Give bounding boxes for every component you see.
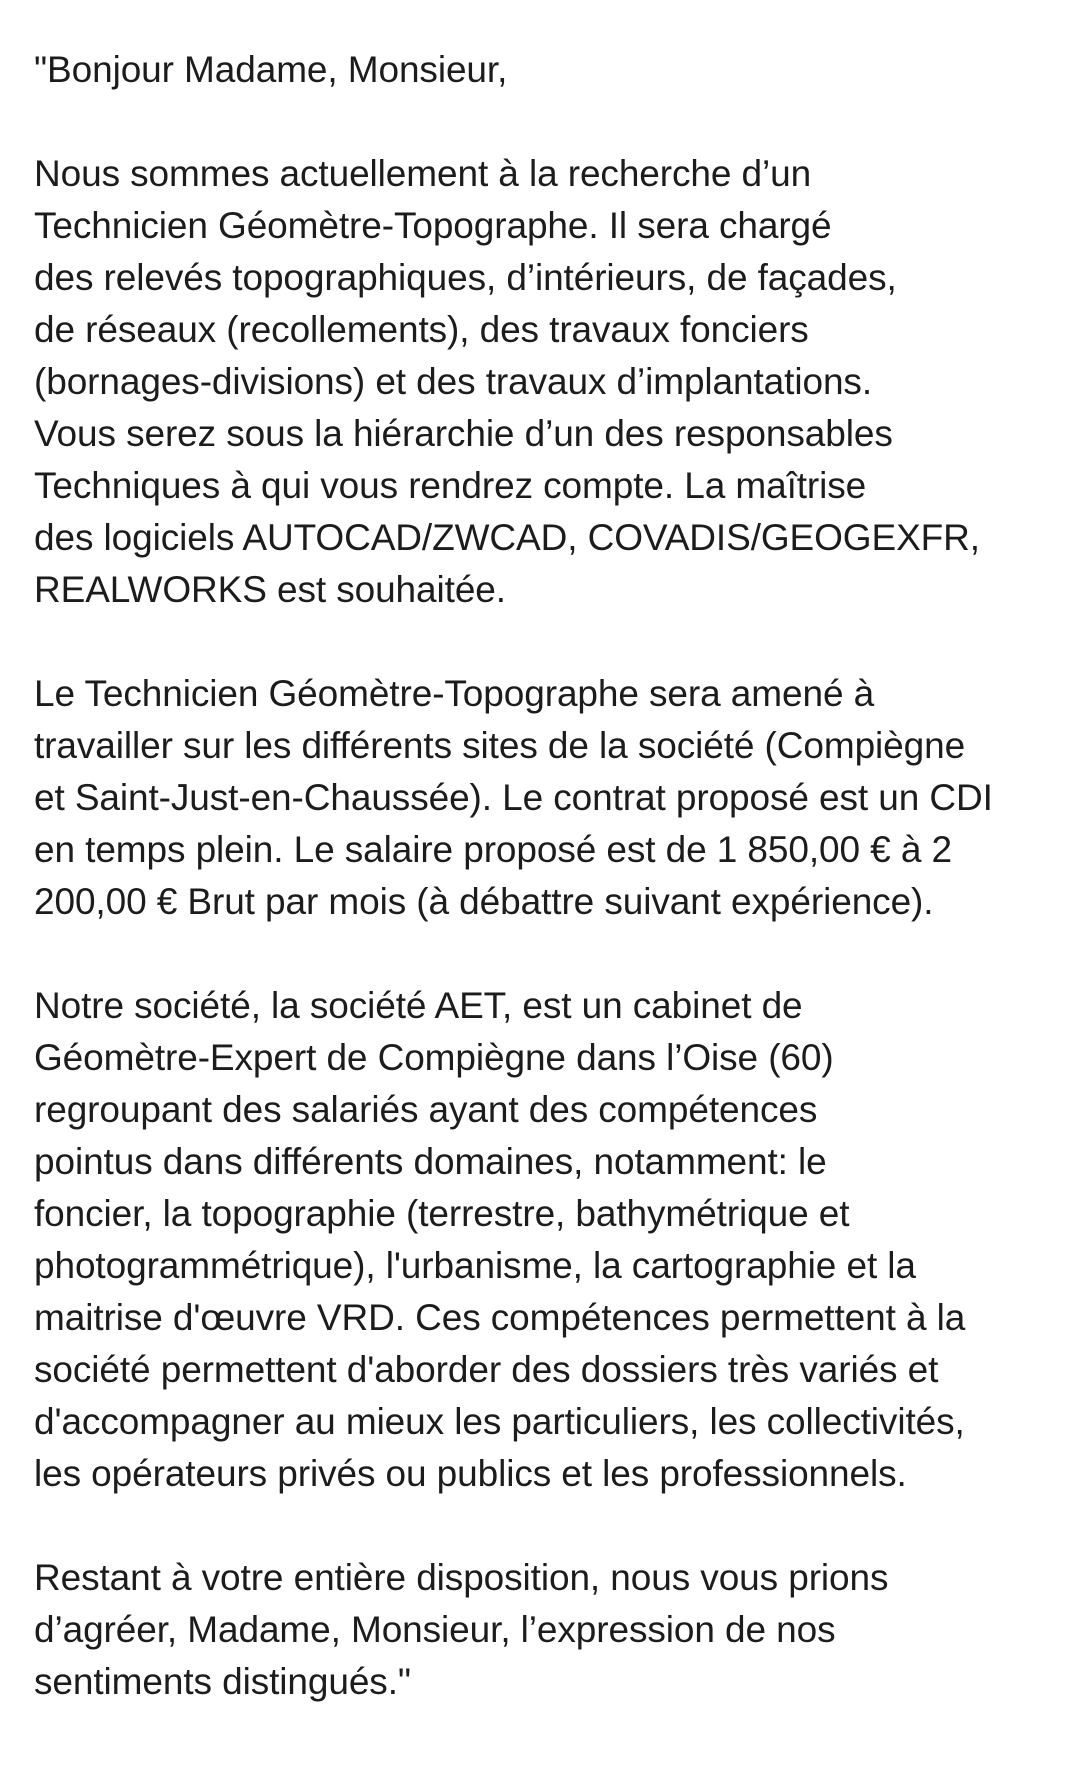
text-line: Restant à votre entière disposition, nous vous prions	[34, 1557, 889, 1598]
paragraph-spacer	[34, 928, 1054, 980]
text-line: d’agréer, Madame, Monsieur, l’expression de nos	[34, 1609, 836, 1650]
paragraph-company-description	[34, 980, 1054, 1500]
text-line: sentiments distingués."	[34, 1661, 411, 1702]
paragraph-closing	[34, 1552, 1054, 1708]
paragraph-spacer	[34, 96, 1054, 148]
text-line: regroupant des salariés ayant des compétences	[34, 1089, 818, 1130]
paragraph-spacer	[34, 1500, 1054, 1552]
text-line: pointus dans différents domaines, notamment: le	[34, 1141, 827, 1182]
text-line: maitrise d'œuvre VRD. Ces compétences permettent à la	[34, 1297, 966, 1338]
text-line: d'accompagner au mieux les particuliers, les collectivités,	[34, 1401, 965, 1442]
text-line: et Saint-Just-en-Chaussée). Le contrat proposé est un CDI	[34, 777, 993, 818]
text-line: des relevés topographiques, d’intérieurs, de façades,	[34, 257, 897, 298]
greeting: "Bonjour Madame, Monsieur,	[34, 49, 508, 90]
text-line: de réseaux (recollements), des travaux fonciers	[34, 309, 809, 350]
text-line: Nous sommes actuellement à la recherche d’un	[34, 153, 812, 194]
letter-body	[34, 44, 1054, 1708]
text-line: Géomètre-Expert de Compiègne dans l’Oise (60)	[34, 1037, 834, 1078]
text-line: les opérateurs privés ou publics et les professionnels.	[34, 1453, 907, 1494]
text-line: Techniques à qui vous rendrez compte. La maîtrise	[34, 465, 867, 506]
paragraph-spacer	[34, 616, 1054, 668]
text-line: Vous serez sous la hiérarchie d’un des responsables	[34, 413, 893, 454]
paragraph-job-description	[34, 148, 1054, 616]
text-line: Notre société, la société AET, est un cabinet de	[34, 985, 803, 1026]
text-line: des logiciels AUTOCAD/ZWCAD, COVADIS/GEOGEXFR,	[34, 517, 980, 558]
text-line: foncier, la topographie (terrestre, bathymétrique et	[34, 1193, 850, 1234]
text-line: en temps plein. Le salaire proposé est de 1 850,00 € à 2	[34, 829, 952, 870]
text-line: Le Technicien Géomètre-Topographe sera amené à	[34, 673, 875, 714]
text-line: Technicien Géomètre-Topographe. Il sera chargé	[34, 205, 832, 246]
text-line: 200,00 € Brut par mois (à débattre suivant expérience).	[34, 881, 934, 922]
text-line: travailler sur les différents sites de la société (Compiègne	[34, 725, 966, 766]
text-line: photogrammétrique), l'urbanisme, la cartographie et la	[34, 1245, 916, 1286]
text-line: REALWORKS est souhaitée.	[34, 569, 506, 610]
text-line: (bornages-divisions) et des travaux d’implantations.	[34, 361, 872, 402]
text-line: société permettent d'aborder des dossiers très variés et	[34, 1349, 939, 1390]
paragraph-contract-details	[34, 668, 1054, 928]
